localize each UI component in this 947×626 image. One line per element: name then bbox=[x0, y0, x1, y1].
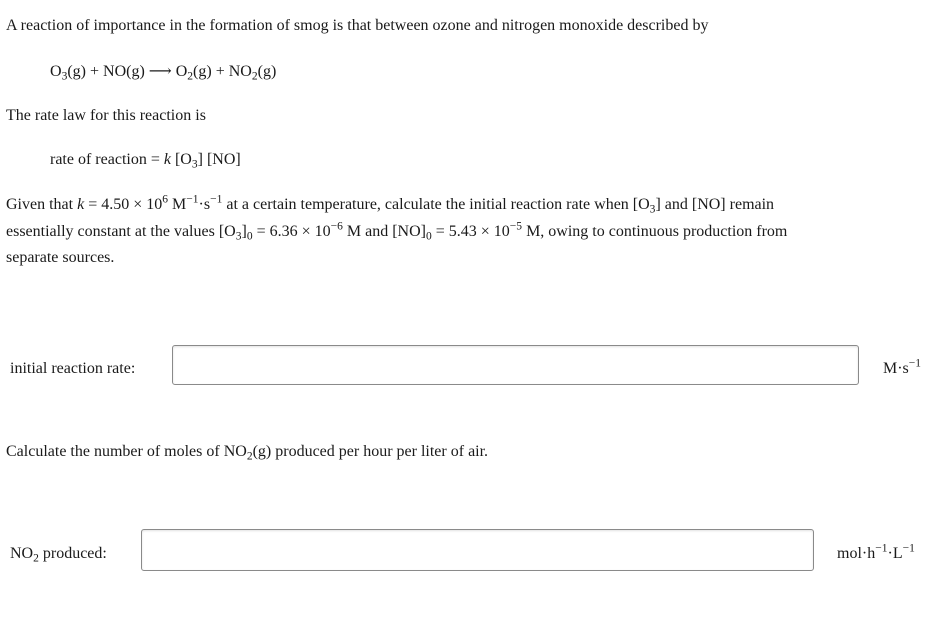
reaction-arrow-icon: ⟶ bbox=[148, 63, 172, 80]
given-line-3: separate sources. bbox=[6, 249, 115, 266]
reaction-equation: $O_3(g) + NO(g)$ ⟶ $O_2(g) + NO_2(g)$ bbox=[50, 63, 277, 83]
question2-prompt: Calculate the number of moles of $NO_2(g)$ produced per hour per liter of air. bbox=[6, 443, 489, 463]
rate-law-intro: The rate law for this reaction is bbox=[6, 107, 206, 124]
no2-produced-label: $NO_2$ produced: bbox=[10, 545, 107, 565]
no2-produced-unit: $mol\cdot h^{-1}\cdot L^{-1}$ bbox=[837, 542, 915, 562]
given-line-1: Given that $k = 4.50 \times 10^6$ $M^{-1}\cdot s^{-1}$ at a certain temperature, calculate the initial reaction rate when $[O_3]$ and [NO] remain bbox=[6, 193, 775, 216]
initial-rate-unit: $M\cdot s^{-1}$ bbox=[883, 357, 922, 377]
intro-text: A reaction of importance in the formation of smog is that between ozone and nitrogen monoxide described by bbox=[6, 17, 709, 34]
initial-rate-input[interactable] bbox=[172, 345, 859, 385]
no2-produced-input[interactable] bbox=[141, 529, 814, 571]
initial-rate-label: initial reaction rate: bbox=[10, 360, 136, 377]
given-line-2: essentially constant at the values $[O_3]_0 = 6.36 \times 10^{-6}$ M and $[NO]_0 = 5.43 \times 10^{-5}$ M, owing to continuous production from bbox=[6, 220, 788, 243]
rate-law-expression: rate of reaction = k $[O_3]$ [NO] bbox=[50, 151, 241, 171]
